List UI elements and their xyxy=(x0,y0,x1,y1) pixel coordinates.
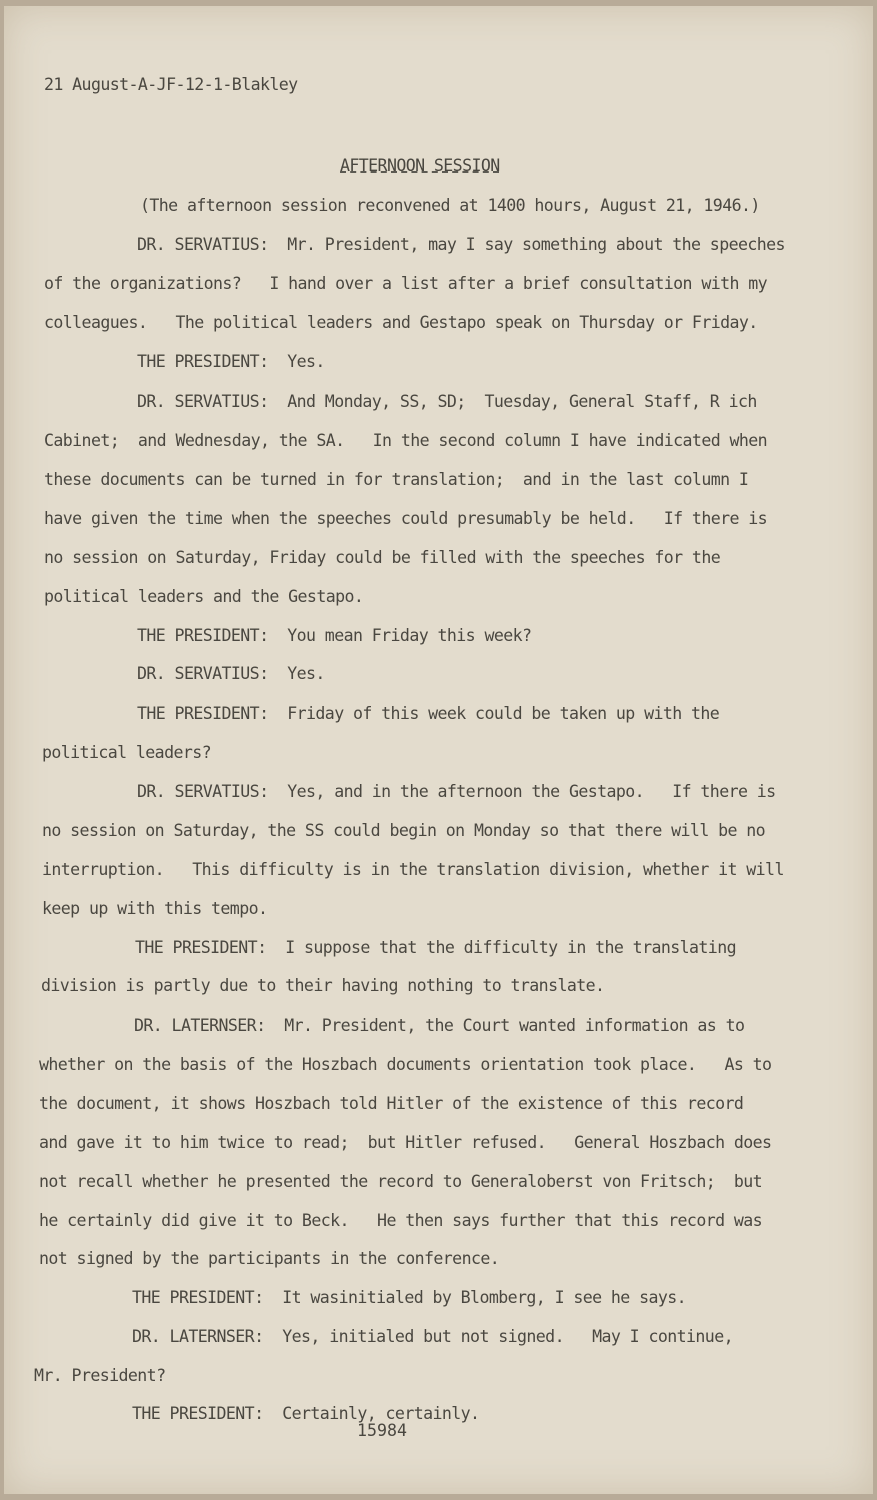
text-line: interruption. This difficulty is in the translation division, whether it will xyxy=(42,860,784,879)
text-line: whether on the basis of the Hoszbach documents orientation took place. As to xyxy=(39,1055,772,1074)
text-line: colleagues. The political leaders and Gestapo speak on Thursday or Friday. xyxy=(44,313,758,332)
text-line: and gave it to him twice to read; but Hitler refused. General Hoszbach does xyxy=(39,1133,772,1152)
speaker-line: DR. LATERNSER: Yes, initialed but not signed. May I continue, xyxy=(132,1327,733,1346)
speaker-line: DR. SERVATIUS: Yes. xyxy=(137,664,325,683)
speaker-line: THE PRESIDENT: I suppose that the difficulty in the translating xyxy=(135,938,736,957)
speaker-line: THE PRESIDENT: Friday of this week could be taken up with the xyxy=(137,704,720,723)
text-line: Cabinet; and Wednesday, the SA. In the second column I have indicated when xyxy=(44,431,768,450)
text-line: not signed by the participants in the conference. xyxy=(39,1249,500,1268)
section-title: AFTERNOON SESSION xyxy=(340,156,500,175)
speaker-line: DR. LATERNSER: Mr. President, the Court wanted information as to xyxy=(134,1016,745,1035)
speaker-line: DR. SERVATIUS: Yes, and in the afternoon the Gestapo. If there is xyxy=(137,782,776,801)
page-number: 15984 xyxy=(357,1421,407,1440)
speaker-line: DR. SERVATIUS: And Monday, SS, SD; Tuesday, General Staff, R ich xyxy=(137,392,757,411)
header-reference: 21 August-A-JF-12-1-Blakley xyxy=(44,75,298,94)
text-line: no session on Saturday, Friday could be filled with the speeches for the xyxy=(44,548,721,567)
text-line: political leaders? xyxy=(42,743,212,762)
text-line: Mr. President? xyxy=(34,1366,166,1385)
text-line: division is partly due to their having nothing to translate. xyxy=(41,976,605,995)
text-line: of the organizations? I hand over a list after a brief consultation with my xyxy=(44,274,768,293)
text-line: he certainly did give it to Beck. He then says further that this record was xyxy=(39,1211,763,1230)
text-line: these documents can be turned in for translation; and in the last column I xyxy=(44,470,749,489)
text-line: political leaders and the Gestapo. xyxy=(44,587,364,606)
text-line: have given the time when the speeches could presumably be held. If there is xyxy=(44,509,768,528)
text-line: not recall whether he presented the record to Generaloberst von Fritsch; but xyxy=(39,1172,763,1191)
text-line: no session on Saturday, the SS could begin on Monday so that there will be no xyxy=(42,821,766,840)
speaker-line: THE PRESIDENT: Certainly, certainly. xyxy=(132,1404,480,1423)
speaker-line: THE PRESIDENT: Yes. xyxy=(137,352,325,371)
text-line: the document, it shows Hoszbach told Hitler of the existence of this record xyxy=(39,1094,744,1113)
text-line: (The afternoon session reconvened at 1400 hours, August 21, 1946.) xyxy=(140,196,760,215)
speaker-line: THE PRESIDENT: You mean Friday this week? xyxy=(137,626,532,645)
speaker-line: DR. SERVATIUS: Mr. President, may I say something about the speeches xyxy=(137,235,785,254)
text-line: keep up with this tempo. xyxy=(42,899,268,918)
speaker-line: THE PRESIDENT: It wasinitialed by Blomberg, I see he says. xyxy=(132,1288,687,1307)
document-page xyxy=(4,6,873,1494)
